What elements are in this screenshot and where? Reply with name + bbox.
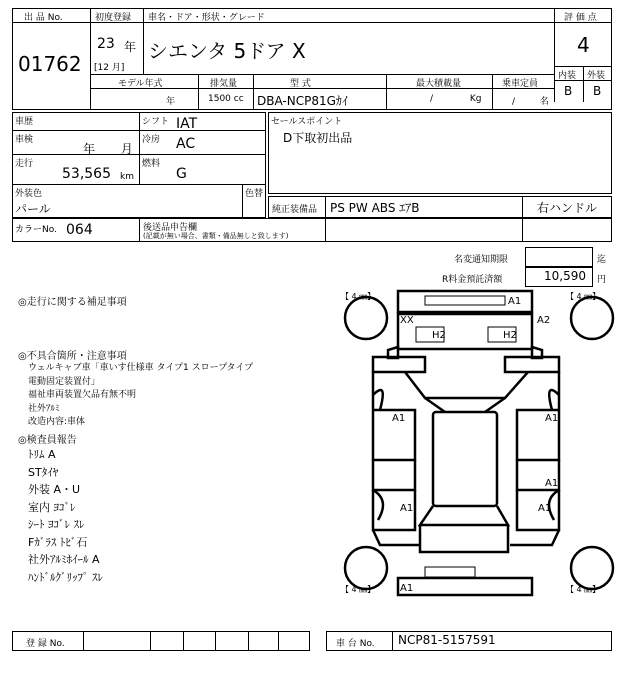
sales-point-label: セールスポイント — [271, 117, 343, 127]
chassis-no: NCP81-5157591 — [398, 633, 496, 647]
tire-rear-left — [345, 547, 387, 589]
reg-no-label: 登 録 No. — [26, 639, 65, 649]
type-label: 型 式 — [290, 79, 311, 89]
mark-door-fl: A1 — [392, 413, 406, 424]
sales-point: D下取初出品 — [283, 131, 353, 145]
capacity: / 名 — [512, 97, 549, 107]
capacity-label: 乗車定員 — [502, 79, 539, 89]
inspection-label: 車検 — [15, 135, 34, 145]
mark-h2-right: H2 — [503, 330, 517, 341]
first-reg-label: 初度登録 — [95, 13, 132, 23]
mark-door-rr2: A1 — [538, 503, 552, 514]
aftermarket-note: (記載が無い場合、書類・備品無しと致します) — [143, 232, 289, 240]
defect-line: ウェルキャブ車「車いす仕様車 タイプ1 スロープタイプ — [28, 363, 254, 373]
displacement: 1500 cc — [208, 94, 244, 104]
max-load: / Kg — [430, 94, 482, 104]
inspection: 年 月 — [83, 142, 133, 156]
color: パール — [15, 202, 51, 216]
interior-label: 内装 — [558, 71, 577, 81]
aftermarket-label: 後送品申告欄 — [143, 223, 198, 233]
mileage-label: 走行 — [15, 159, 34, 169]
rear-bumper — [398, 578, 532, 595]
lot-no: 01762 — [18, 52, 82, 76]
rear-window — [420, 506, 508, 525]
grade-label: 評 価 点 — [564, 13, 597, 23]
inspector-line: STﾀｲﾔ — [28, 465, 59, 479]
shift: IAT — [176, 116, 198, 132]
tire-depth-tl: 【 4 ㎜】 — [341, 292, 376, 301]
ac-label: 冷房 — [142, 135, 161, 145]
lot-no-label: 出 品 No. — [24, 13, 63, 23]
recycle-unit: 円 — [597, 275, 607, 285]
inspector-line: Fｶﾞﾗｽ ﾄﾋﾞ石 — [28, 535, 88, 549]
front-grille — [425, 296, 505, 305]
arch-front-right — [549, 390, 559, 410]
defect-line: 電動固定装置付」 — [28, 376, 101, 387]
windshield — [425, 398, 505, 412]
tire-depth-tr: 【 4 ㎜】 — [566, 292, 601, 301]
ac: AC — [176, 136, 196, 152]
left-pillar — [373, 460, 415, 490]
car-name-label: 車名・ドア・形状・グレード — [148, 13, 265, 23]
inspector-line: 室内 ﾖｺﾞﾚ — [28, 500, 76, 514]
exterior-label: 外装 — [587, 71, 606, 81]
model-year-label: モデル年式 — [118, 79, 163, 89]
tire-depth-br: 【 4 ㎜】 — [566, 585, 601, 594]
recycle-amount: 10,590 — [544, 269, 586, 283]
interior-grade: B — [564, 84, 573, 98]
mark-door-rr: A1 — [545, 478, 559, 489]
rear-panel — [420, 525, 508, 552]
tire-front-right — [571, 297, 613, 339]
fuel-label: 燃料 — [142, 159, 161, 169]
fuel: G — [176, 166, 187, 182]
arch-rear-left — [373, 490, 383, 520]
equipment: PS PW ABS ｴｱB — [330, 201, 420, 215]
max-load-label: 最大積載量 — [416, 79, 462, 89]
color-no-label: カラーNo. — [15, 225, 57, 235]
exterior-grade: B — [593, 84, 602, 98]
name-change-label: 名変通知期限 — [454, 255, 509, 265]
inspector-line: 社外ｱﾙﾐﾎｲｰﾙ A — [28, 553, 100, 566]
recycle-label: R料金預託済額 — [442, 275, 503, 285]
model-type: DBA-NCP81Gｶｲ — [257, 94, 348, 108]
mark-rear: A1 — [400, 583, 414, 594]
color-change-label: 色替 — [245, 189, 264, 199]
left-rear-fender — [373, 530, 420, 545]
first-reg-month: [12 月] — [94, 63, 125, 73]
mark-door-rl: A1 — [400, 503, 414, 514]
roof — [433, 412, 497, 506]
equipment-label: 純正装備品 — [272, 205, 318, 215]
chassis-label: 車 台 No. — [336, 639, 375, 649]
inspector-label: ◎検査員報告 — [18, 435, 77, 446]
mark-a2: A2 — [537, 315, 551, 326]
model-year-unit: 年 — [166, 97, 176, 107]
color-label: 外装色 — [15, 189, 43, 199]
defects-label: ◎不具合箇所・注意事項 — [18, 351, 127, 362]
first-reg-year: 23 — [97, 36, 115, 52]
history-label: 車歴 — [15, 117, 34, 127]
tire-rear-right — [571, 547, 613, 589]
defect-line: 福祉車両装置欠品有無不明 — [28, 390, 137, 400]
mileage-unit: km — [120, 172, 134, 182]
displacement-label: 排気量 — [210, 79, 238, 89]
year-unit: 年 — [124, 40, 137, 54]
color-no: 064 — [66, 222, 93, 238]
defect-line: 社外ｱﾙﾐ — [28, 403, 60, 414]
right-rear-fender — [510, 530, 559, 545]
handle: 右ハンドル — [537, 201, 598, 215]
inspector-line: ﾄﾘﾑ A — [28, 448, 56, 461]
car-name: シエンタ 5ドア X — [148, 39, 306, 63]
arch-front-left — [373, 390, 383, 410]
grade: 4 — [577, 33, 590, 57]
shift-label: シフト — [142, 117, 170, 127]
mark-door-fr: A1 — [545, 413, 559, 424]
mark-xx: XX — [400, 315, 414, 326]
tire-front-left — [345, 297, 387, 339]
inspector-line: ｼｰﾄ ﾖｺﾞﾚ ｽﾚ — [28, 518, 85, 531]
defect-line: 改造内容:車体 — [28, 417, 86, 427]
name-change-unit: 迄 — [597, 255, 607, 265]
mileage: 53,565 — [62, 166, 111, 182]
license-plate — [425, 567, 475, 577]
driving-notes-label: ◎走行に関する補足事項 — [18, 297, 127, 308]
tire-depth-bl: 【 4 ㎜】 — [341, 585, 376, 594]
inspector-line: 外装 A・U — [28, 483, 81, 496]
inspector-line: ﾊﾝﾄﾞﾙｸﾞﾘｯﾌﾟ ｽﾚ — [28, 570, 103, 584]
mark-bonnet: A1 — [508, 296, 522, 307]
mark-h2-left: H2 — [432, 330, 446, 341]
roof-front — [405, 372, 528, 398]
